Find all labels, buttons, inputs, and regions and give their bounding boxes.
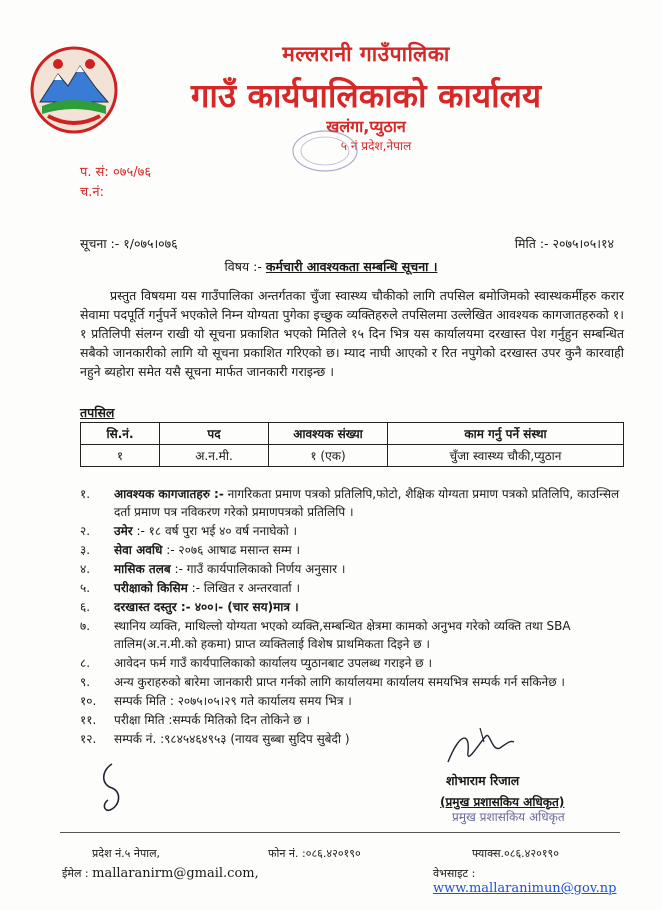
notice-date: मिति :- २०७५।०५।१४ (514, 236, 614, 251)
col-count: आवश्यक संख्या (269, 423, 388, 445)
municipality-name: मल्लरानी गाउँपालिका (282, 42, 450, 66)
vacancy-table (80, 422, 624, 467)
list-item (80, 579, 635, 597)
col-institution: काम गर्नु पर्ने संस्था (388, 423, 624, 445)
table-row (81, 445, 624, 467)
footer-divider (60, 832, 620, 833)
list-item (80, 541, 635, 559)
item-number: ७. (80, 619, 91, 633)
list-item (80, 598, 635, 616)
item-number: २. (80, 524, 91, 538)
item-number: ३. (80, 543, 91, 557)
item-number: ६. (80, 600, 91, 614)
subject-prefix: विषय :- (224, 259, 266, 274)
footer-fax: फ्याक्स.०८६.४२०१९० (472, 847, 559, 860)
cell-post: अ.न.मी. (160, 445, 269, 467)
item-text: :- लिखित र अन्तरवार्ता । (187, 581, 301, 595)
item-number: १. (80, 487, 91, 501)
item-label: परीक्षाको किसिम (114, 581, 188, 595)
signer-name: शोभाराम रिजाल (446, 773, 520, 788)
item-number: १०. (80, 694, 97, 708)
list-item (80, 673, 635, 691)
cell-sn: १ (81, 445, 160, 467)
item-number: ४. (80, 562, 91, 576)
signature-icon (440, 722, 520, 772)
requirements-list (80, 485, 635, 749)
item-label: सेवा अवधि (114, 543, 163, 557)
item-text: आवेदन फर्म गाउँ कार्यपालिकाको कार्यालय प्युठानबाट उपलब्ध गराइने छ । (114, 656, 433, 670)
notice-body: प्रस्तुत विषयमा यस गाउँपालिका अन्तर्गतका चुँजा स्वास्थ्य चौकीको लागि तपसिल बमोजिमको स्वास्थकर्मीहरु करार सेवामा पदपूर्ति गर्नुपर्ने भएकोले निम्न योग्यता पुगेका इच्छुक व्यक्तिहरुले तपसिलमा उल्लेखित आवश्यक कागजातहरुको १।१ प्रतिलिपी संलग्न राखी यो सूचना प्रकाशित भएको मितिले १५ दिन भित्र यस कार्यालयमा दरखास्त पेश गर्नुहुन सम्बन्धित सबैको जानकारीको लागि यो सूचना प्रकाशित गरिएको छ। म्याद नाघी आएको र रित नपुगेको दरखास्त उपर कुनै कारवाही नहुने ब्यहोरा समेत यसै सूचना मार्फत जानकारी गराइन्छ । (80, 288, 624, 379)
list-item (80, 711, 635, 729)
subject-line (0, 258, 662, 275)
chalani-number: च.नं: (80, 185, 104, 200)
item-label: उमेर (114, 524, 133, 538)
website-label: वेभसाइट : (433, 867, 476, 880)
item-number: ५. (80, 581, 91, 595)
item-text: सम्पर्क नं. :९८४५४६४९५३ (नायव सुब्बा सुदिप सुबेदी ) (114, 732, 350, 746)
tapasil-heading: तपसिल (80, 405, 115, 420)
website-link[interactable]: www.mallaranimun@gov.np (433, 881, 617, 896)
email-value[interactable]: mallaranirm@gmail.com, (92, 866, 259, 881)
item-text: स्थानिय व्यक्ति, माथिल्लो योग्यता भएको व्यक्ति,सम्बन्धित क्षेत्रमा कामको अनुभव गरेको व्यक्ति तथा SBA तालिम(अ.न.मी.को हकमा) प्राप्त व्यक्तिलाई विशेष प्राथमिकता दिइने छ । (114, 619, 571, 651)
item-text: :- १८ वर्ष पुरा भई ४० वर्ष ननाघेको । (132, 524, 298, 538)
item-text: :- गाउँ कार्यपालिकाको निर्णय अनुसार । (170, 562, 346, 576)
item-number: ११. (80, 713, 97, 727)
col-post: पद (160, 423, 269, 445)
list-item (80, 485, 635, 521)
table-header-row (81, 423, 624, 445)
item-text: सम्पर्क मिति : २०७५।०५।२९ गते कार्यालय समय भित्र । (114, 694, 352, 708)
cell-institution: चुँजा स्वास्थ्य चौकी,प्युठान (388, 445, 624, 467)
item-label: आवश्यक कागजातहरु :- (114, 487, 224, 501)
office-name: गाउँ कार्यपालिकाको कार्यालय (190, 76, 542, 115)
item-text: नागरिकता प्रमाण पत्रको प्रतिलिपि,फोटो, शैक्षिक योग्यता प्रमाण पत्रको प्रतिलिपि, काउन्सिल दर्ता प्रमाण पत्र नविकरण गरेको प्रमाणपत्रको प्रतिलिपि । (114, 487, 620, 519)
list-item (80, 730, 635, 748)
list-item (80, 522, 635, 540)
list-item (80, 617, 635, 653)
patra-sankhya: प. सं: ०७५/७६ (80, 165, 152, 180)
signer-title: (प्रमुख प्रशासकिय अधिकृत) (440, 795, 565, 809)
office-province: ५ नं प्रदेश,नेपाल (340, 139, 412, 153)
col-sn: सि.नं. (81, 423, 160, 445)
item-label: मासिक तलब (114, 562, 171, 576)
cell-count: १ (एक) (269, 445, 388, 467)
initial-signature-icon (92, 760, 132, 820)
email-label: ईमेल : (62, 867, 89, 880)
item-label: दरखास्त दस्तुर :- ४००।- (चार सय)मात्र । (114, 600, 299, 614)
footer-email (62, 866, 259, 881)
item-number: ९. (80, 675, 91, 689)
item-number: ८. (80, 656, 91, 670)
office-location: खलंगा,प्युठान (326, 117, 406, 136)
list-item (80, 560, 635, 578)
notice-number: सूचना :- १/०७५।०७६ (80, 236, 178, 251)
footer-phone: फोन नं. :०८६.४२०१९० (268, 847, 361, 860)
office-stamp-icon (290, 128, 360, 174)
subject-text: कर्मचारी आवश्यकता सम्बन्धि सूचना । (265, 259, 438, 274)
footer-website (433, 866, 662, 896)
footer-province: प्रदेश नं.५ नेपाल, (92, 847, 161, 860)
signer-stamp: प्रमुख प्रशासकिय अधिकृत (452, 810, 565, 824)
list-item (80, 692, 635, 710)
item-text: :- २०७६ आषाढ मसान्त सम्म । (162, 543, 301, 557)
item-number: १२. (80, 732, 97, 746)
item-text: अन्य कुराहरुको बारेमा जानकारी प्राप्त गर्नको लागि कार्यालयमा कार्यालय समयभित्र सम्पर्क गर्न सकिनेछ । (114, 675, 565, 689)
list-item (80, 654, 635, 672)
item-text: परीक्षा मिति :सम्पर्क मितिको दिन तोकिने छ । (114, 713, 311, 727)
